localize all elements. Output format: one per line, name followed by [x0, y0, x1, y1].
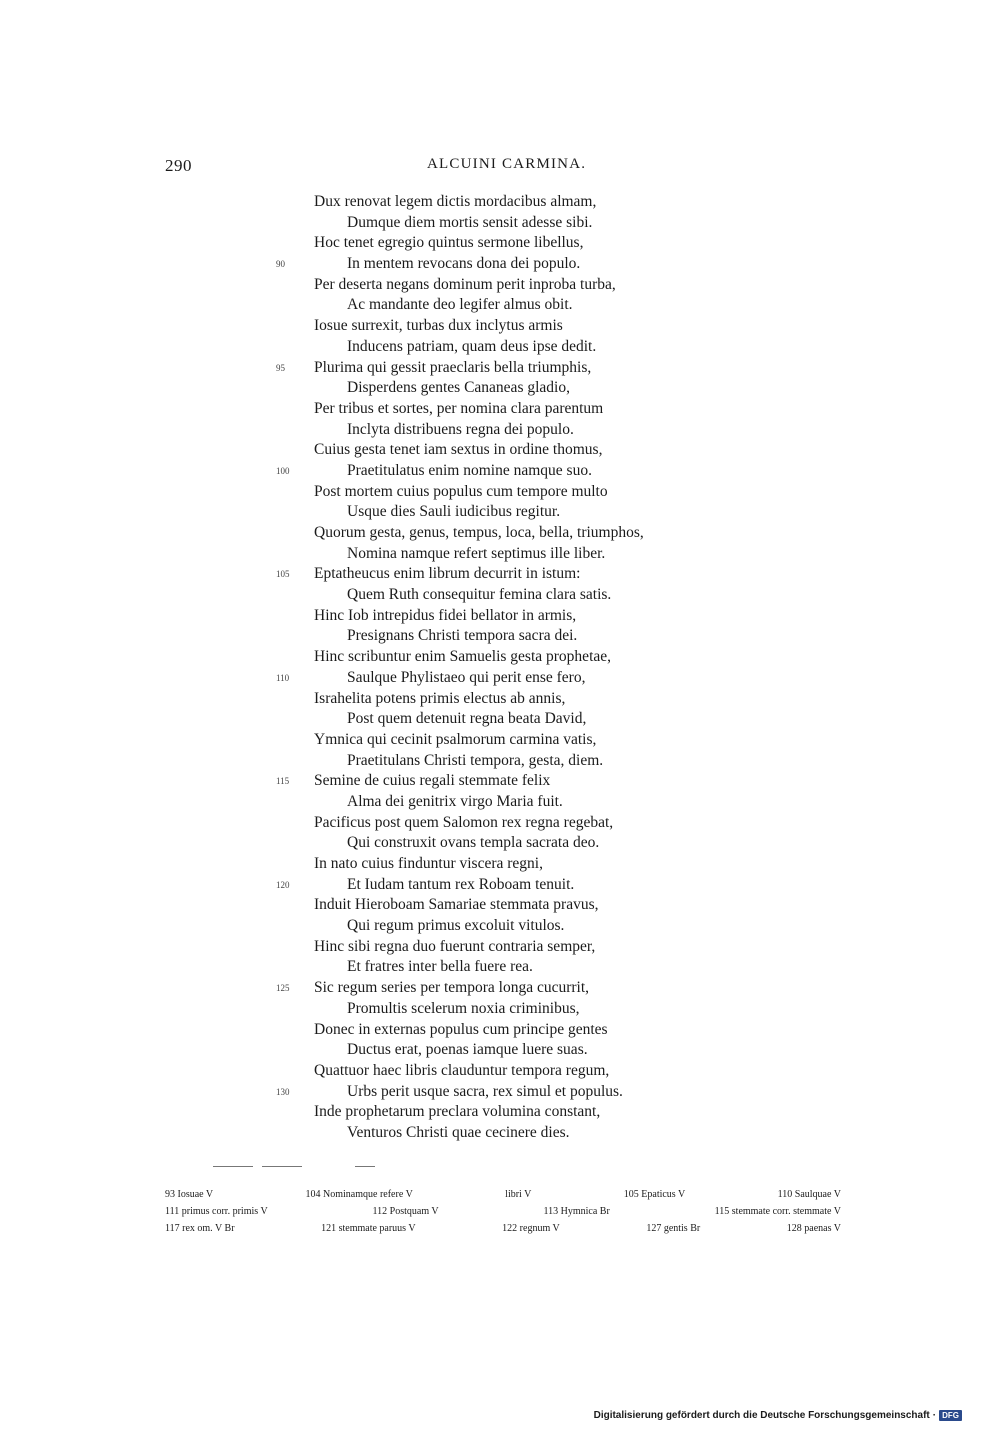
verse-line	[0, 523, 1000, 544]
verse-line	[0, 1123, 1000, 1144]
verse-text: In nato cuius finduntur viscera regni,	[314, 855, 543, 872]
line-number: 105	[276, 569, 290, 580]
verse-line	[0, 233, 1000, 254]
verse-line	[0, 730, 1000, 751]
verse-line	[0, 585, 1000, 606]
page-number: 290	[165, 156, 192, 175]
verse-line	[0, 771, 1000, 792]
verse-line	[0, 957, 1000, 978]
apparatus-note: 93 Iosuae V	[165, 1189, 214, 1200]
verse-line	[0, 420, 1000, 441]
verse-text: Quorum gesta, genus, tempus, loca, bella, triumphos,	[314, 524, 644, 541]
running-head: ALCUINI CARMINA.	[427, 156, 587, 172]
verse-text: Praetitulatus enim nomine namque suo.	[347, 461, 592, 479]
footnote-rule	[213, 1166, 253, 1167]
verse-line	[0, 895, 1000, 916]
verse-text: Inducens patriam, quam deus ipse dedit.	[347, 337, 597, 355]
verse-line	[0, 833, 1000, 854]
digitization-credit	[594, 1410, 962, 1421]
verse-text: Promultis scelerum noxia criminibus,	[347, 999, 580, 1017]
verse-line	[0, 564, 1000, 585]
verse-line	[0, 647, 1000, 668]
verse-text: Alma dei genitrix virgo Maria fuit.	[347, 792, 563, 810]
verse-line	[0, 482, 1000, 503]
verse-text: Hinc sibi regna duo fuerunt contraria semper,	[314, 937, 596, 955]
apparatus-note: 104 Nominamque refere V	[305, 1189, 413, 1200]
line-number: 125	[276, 983, 290, 994]
apparatus-note: 122 regnum V	[502, 1223, 560, 1234]
verse-text: Post mortem cuius populus cum tempore multo	[314, 482, 608, 500]
verse-text: Israhelita potens primis electus ab annis,	[314, 689, 566, 707]
verse-line	[0, 275, 1000, 296]
verse-line	[0, 295, 1000, 316]
verse-line	[0, 378, 1000, 399]
verse-line	[0, 813, 1000, 834]
apparatus-note: 117 rex om. V Br	[165, 1223, 235, 1234]
footnote-rule	[262, 1166, 302, 1167]
critical-apparatus	[165, 1186, 841, 1237]
verse-text: Ac mandante deo legifer almus obit.	[347, 296, 573, 314]
verse-line	[0, 192, 1000, 213]
verse-text: Cuius gesta tenet iam sextus in ordine thomus,	[314, 441, 603, 459]
note-row	[165, 1186, 841, 1203]
verse-line	[0, 854, 1000, 875]
verse-line	[0, 316, 1000, 337]
verse-text: Hinc scribuntur enim Samuelis gesta prophetae,	[314, 648, 612, 666]
verse-text: Hinc Iob intrepidus fidei bellator in armis,	[314, 606, 577, 624]
note-row	[165, 1203, 841, 1220]
line-number: 90	[276, 259, 285, 270]
verse-text: Inde prophetarum preclara volumina constant,	[314, 1103, 601, 1121]
verse-line	[0, 1102, 1000, 1123]
verse-text: In mentem revocans dona dei populo.	[347, 255, 581, 273]
note-row	[165, 1220, 841, 1237]
verse-line	[0, 792, 1000, 813]
verse-text: Post quem detenuit regna beata David,	[347, 710, 587, 728]
verse-line	[0, 358, 1000, 379]
verse-line	[0, 916, 1000, 937]
verse-line	[0, 751, 1000, 772]
verse-text: Per deserta negans dominum perit inproba turba,	[314, 275, 616, 293]
verse-text: Disperdens gentes Cananeas gladio,	[347, 379, 570, 397]
verse-text: Venturos Christi quae cecinere dies.	[347, 1123, 570, 1141]
verse-text: Qui construxit ovans templa sacrata deo.	[347, 834, 600, 852]
line-number: 115	[276, 776, 290, 787]
apparatus-note: 115 stemmate corr. stemmate V	[714, 1206, 841, 1217]
apparatus-note: 121 stemmate paruus V	[321, 1223, 416, 1234]
verse-text: Semine de cuius regali stemmate felix	[314, 772, 551, 790]
verse-text: Nomina namque refert septimus ille liber.	[347, 544, 606, 562]
verse-line	[0, 689, 1000, 710]
verse-text: Hoc tenet egregio quintus sermone libellus,	[314, 234, 584, 252]
verse-line	[0, 668, 1000, 689]
dfg-logo: DFG	[939, 1410, 962, 1421]
apparatus-note: 127 gentis Br	[646, 1223, 701, 1234]
line-number: 130	[276, 1086, 290, 1097]
credit-text: Digitalisierung gefördert durch die Deutsche Forschungsgemeinschaft	[593, 1410, 930, 1421]
apparatus-note: 113 Hymnica Br	[543, 1206, 610, 1217]
line-number: 110	[276, 672, 290, 683]
apparatus-note: 110 Saulquae V	[777, 1189, 841, 1200]
verse-line	[0, 213, 1000, 234]
verse-line	[0, 544, 1000, 565]
verse-line	[0, 502, 1000, 523]
footnote-rule	[355, 1166, 375, 1167]
verse-line	[0, 999, 1000, 1020]
verse-text: Saulque Phylistaeo qui perit ense fero,	[347, 668, 586, 686]
verse-line	[0, 399, 1000, 420]
verse-text: Induit Hieroboam Samariae stemmata pravus,	[314, 896, 599, 914]
verse-text: Urbs perit usque sacra, rex simul et populus.	[347, 1082, 623, 1100]
verse-line	[0, 937, 1000, 958]
verse-text: Quem Ruth consequitur femina clara satis.	[347, 586, 612, 604]
verse-line	[0, 337, 1000, 358]
verse-line	[0, 978, 1000, 999]
verse-line	[0, 626, 1000, 647]
apparatus-note: 128 paenas V	[786, 1223, 841, 1234]
verse-line	[0, 1040, 1000, 1061]
verse-line	[0, 606, 1000, 627]
verse-line	[0, 709, 1000, 730]
verse-text: Et fratres inter bella fuere rea.	[347, 958, 533, 976]
verse-text: Donec in externas populus cum principe gentes	[314, 1020, 608, 1038]
verse-line	[0, 1020, 1000, 1041]
line-number: 120	[276, 879, 290, 890]
verse-line	[0, 440, 1000, 461]
verse-text: Ductus erat, poenas iamque luere suas.	[347, 1041, 588, 1059]
verse-text: Plurima qui gessit praeclaris bella triumphis,	[314, 358, 592, 376]
verse-text: Sic regum series per tempora longa cucurrit,	[314, 979, 590, 997]
apparatus-note: 112 Postquam V	[372, 1206, 439, 1217]
verse-text: Pacificus post quem Salomon rex regna regebat,	[314, 813, 614, 831]
verse-text: Inclyta distribuens regna dei populo.	[347, 420, 574, 438]
verse-text: Praetitulans Christi tempora, gesta, diem.	[347, 751, 604, 769]
line-number: 95	[276, 362, 285, 373]
verse-text: Per tribus et sortes, per nomina clara parentum	[314, 399, 604, 417]
verse-text: Presignans Christi tempora sacra dei.	[347, 627, 578, 645]
verse-text: Iosue surrexit, turbas dux inclytus armis	[314, 317, 563, 335]
verse-text: Et Iudam tantum rex Roboam tenuit.	[347, 875, 575, 893]
poem-verses	[0, 192, 1000, 1144]
verse-line	[0, 254, 1000, 275]
verse-text: Dumque diem mortis sensit adesse sibi.	[347, 213, 593, 231]
verse-line	[0, 1082, 1000, 1103]
verse-line	[0, 461, 1000, 482]
apparatus-note: 111 primus corr. primis V	[165, 1206, 268, 1217]
verse-text: Qui regum primus excoluit vitulos.	[347, 917, 565, 935]
verse-text: Usque dies Sauli iudicibus regitur.	[347, 503, 561, 521]
verse-line	[0, 1061, 1000, 1082]
verse-text: Eptatheucus enim librum decurrit in istum:	[314, 565, 581, 583]
credit-separator: ·	[932, 1410, 937, 1421]
verse-line	[0, 875, 1000, 896]
apparatus-note: libri V	[505, 1189, 532, 1200]
line-number: 100	[276, 465, 290, 476]
verse-text: Quattuor haec libris clauduntur tempora regum,	[314, 1061, 610, 1079]
apparatus-note: 105 Epaticus V	[623, 1189, 686, 1200]
verse-text: Ymnica qui cecinit psalmorum carmina vatis,	[314, 730, 597, 748]
verse-text: Dux renovat legem dictis mordacibus almam,	[314, 193, 597, 210]
